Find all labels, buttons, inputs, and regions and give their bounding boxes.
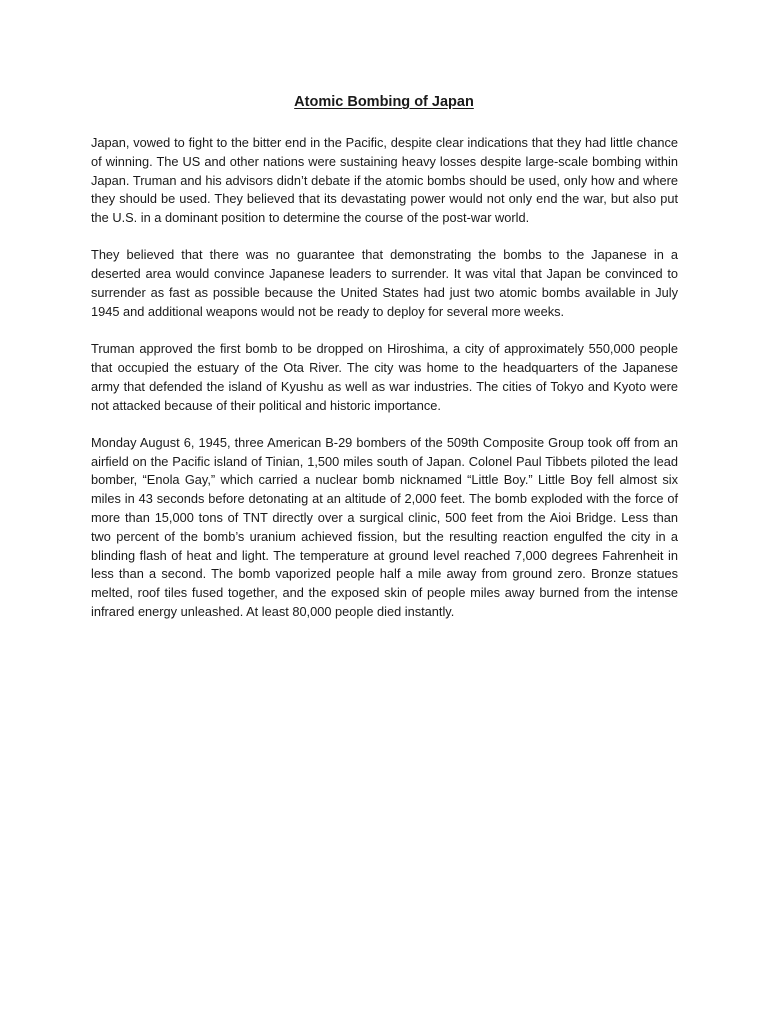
document-title: Atomic Bombing of Japan <box>294 94 474 110</box>
paragraph-1: Japan, vowed to fight to the bitter end in the Pacific, despite clear indications that they had little chance of winning. The US and other nations were sustaining heavy losses despite large-scale bombing within Japan. Truman and his advisors didn’t debate if the atomic bombs should be used, only how and where they should be used. They believed that its devastating power would not only end the war, but also put the U.S. in a dominant position to determine the course of the post-war world. <box>91 135 678 226</box>
paragraph-3: Truman approved the first bomb to be dropped on Hiroshima, a city of approximately 550,000 people that occupied the estuary of the Ota River. The city was home to the headquarters of the Japanese army that defended the island of Kyushu as well as war industries. The cities of Tokyo and Kyoto were not attacked because of their political and historic importance. <box>91 341 678 413</box>
document-body <box>91 134 678 640</box>
paragraph-2: They believed that there was no guarantee that demonstrating the bombs to the Japanese in a deserted area would convince Japanese leaders to surrender. It was vital that Japan be convinced to surrender as fast as possible because the United States had just two atomic bombs available in July 1945 and additional weapons would not be ready to deploy for several more weeks. <box>91 247 678 319</box>
paragraph-4: Monday August 6, 1945, three American B-29 bombers of the 509th Composite Group took off from an airfield on the Pacific island of Tinian, 1,500 miles south of Japan. Colonel Paul Tibbets piloted the lead bomber, “Enola Gay,” which carried a nuclear bomb nicknamed “Little Boy.” Little Boy fell almost six miles in 43 seconds before detonating at an altitude of 2,000 feet. The bomb exploded with the force of more than 15,000 tons of TNT directly over a surgical clinic, 500 feet from the Aioi Bridge. Less than two percent of the bomb’s uranium achieved fission, but the resulting reaction engulfed the city in a blinding flash of heat and light. The temperature at ground level reached 7,000 degrees Fahrenheit in less than a second. The bomb vaporized people half a mile away from ground zero. Bronze statues melted, roof tiles fused together, and the exposed skin of people miles away burned from the intense infrared energy unleashed. At least 80,000 people died instantly. <box>91 434 678 620</box>
